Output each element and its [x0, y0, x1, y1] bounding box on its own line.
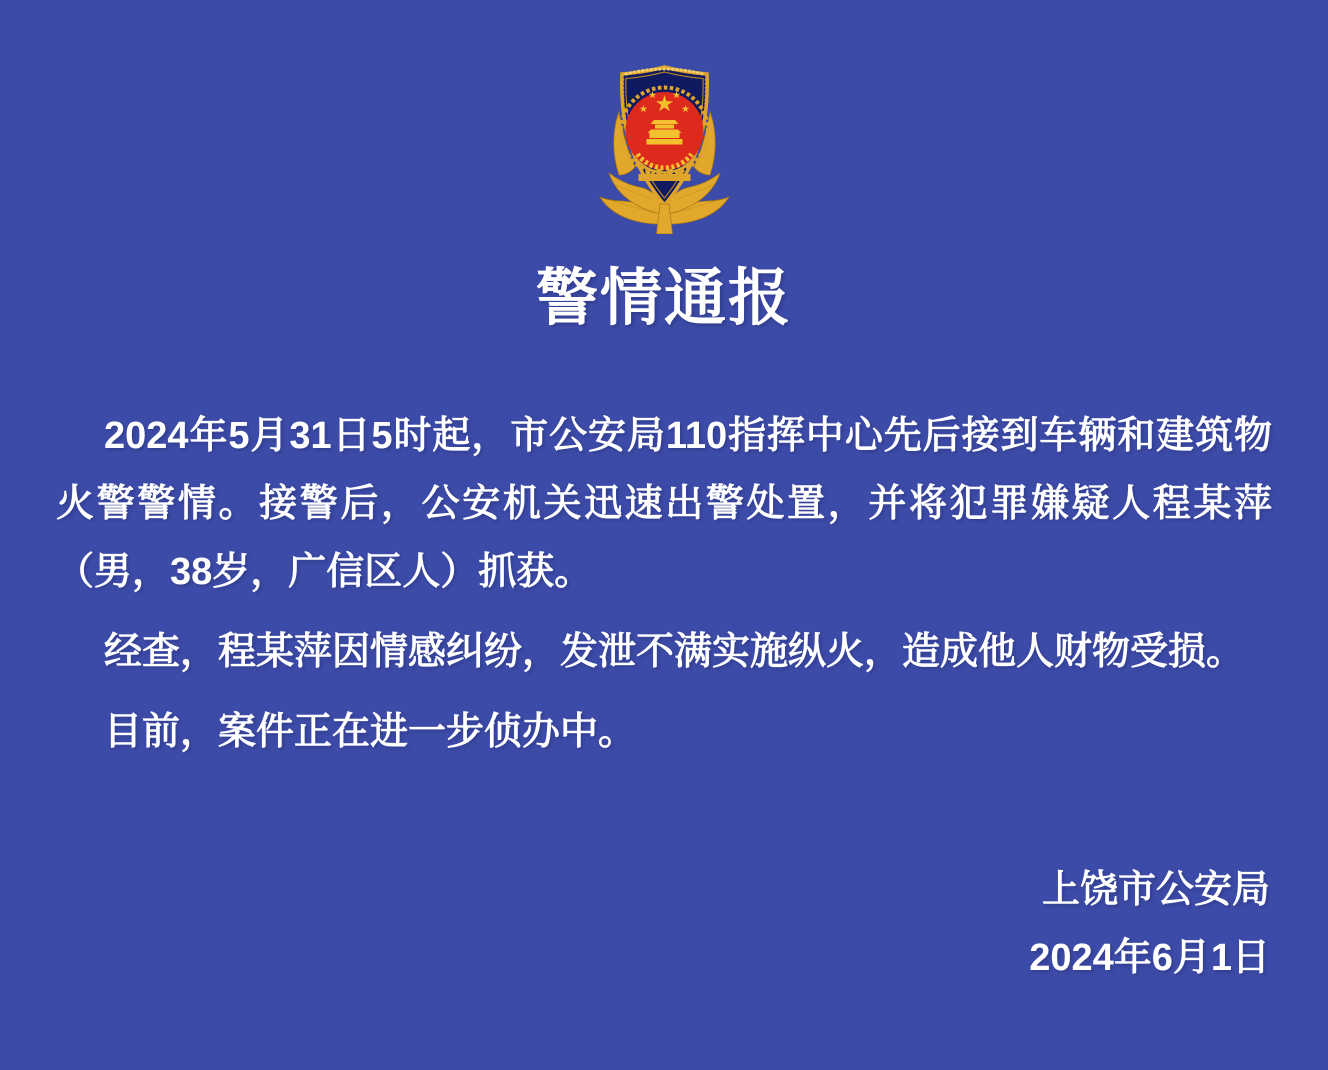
notice-paragraph-3: 目前，案件正在进一步侦办中。	[104, 711, 637, 753]
emblem-container	[0, 0, 1328, 234]
police-badge-icon	[587, 56, 742, 234]
notice-body	[0, 402, 1328, 766]
notice-title: 警情通报	[535, 264, 792, 333]
signature-date: 2024年6月1日	[1029, 937, 1270, 979]
notice-paragraph-2: 经查，程某萍因情感纠纷，发泄不满实施纵火，造成他人财物受损。	[104, 631, 1245, 673]
signature-block	[0, 856, 1328, 992]
notice-paragraph-1: 2024年5月31日5时起，市公安局110指挥中心先后接到车辆和建筑物火警警情。接警后，公安机关迅速出警处置，并将犯罪嫌疑人程某萍（男，38岁，广信区人）抓获。	[56, 415, 1272, 593]
signature-agency: 上饶市公安局	[1041, 869, 1270, 911]
